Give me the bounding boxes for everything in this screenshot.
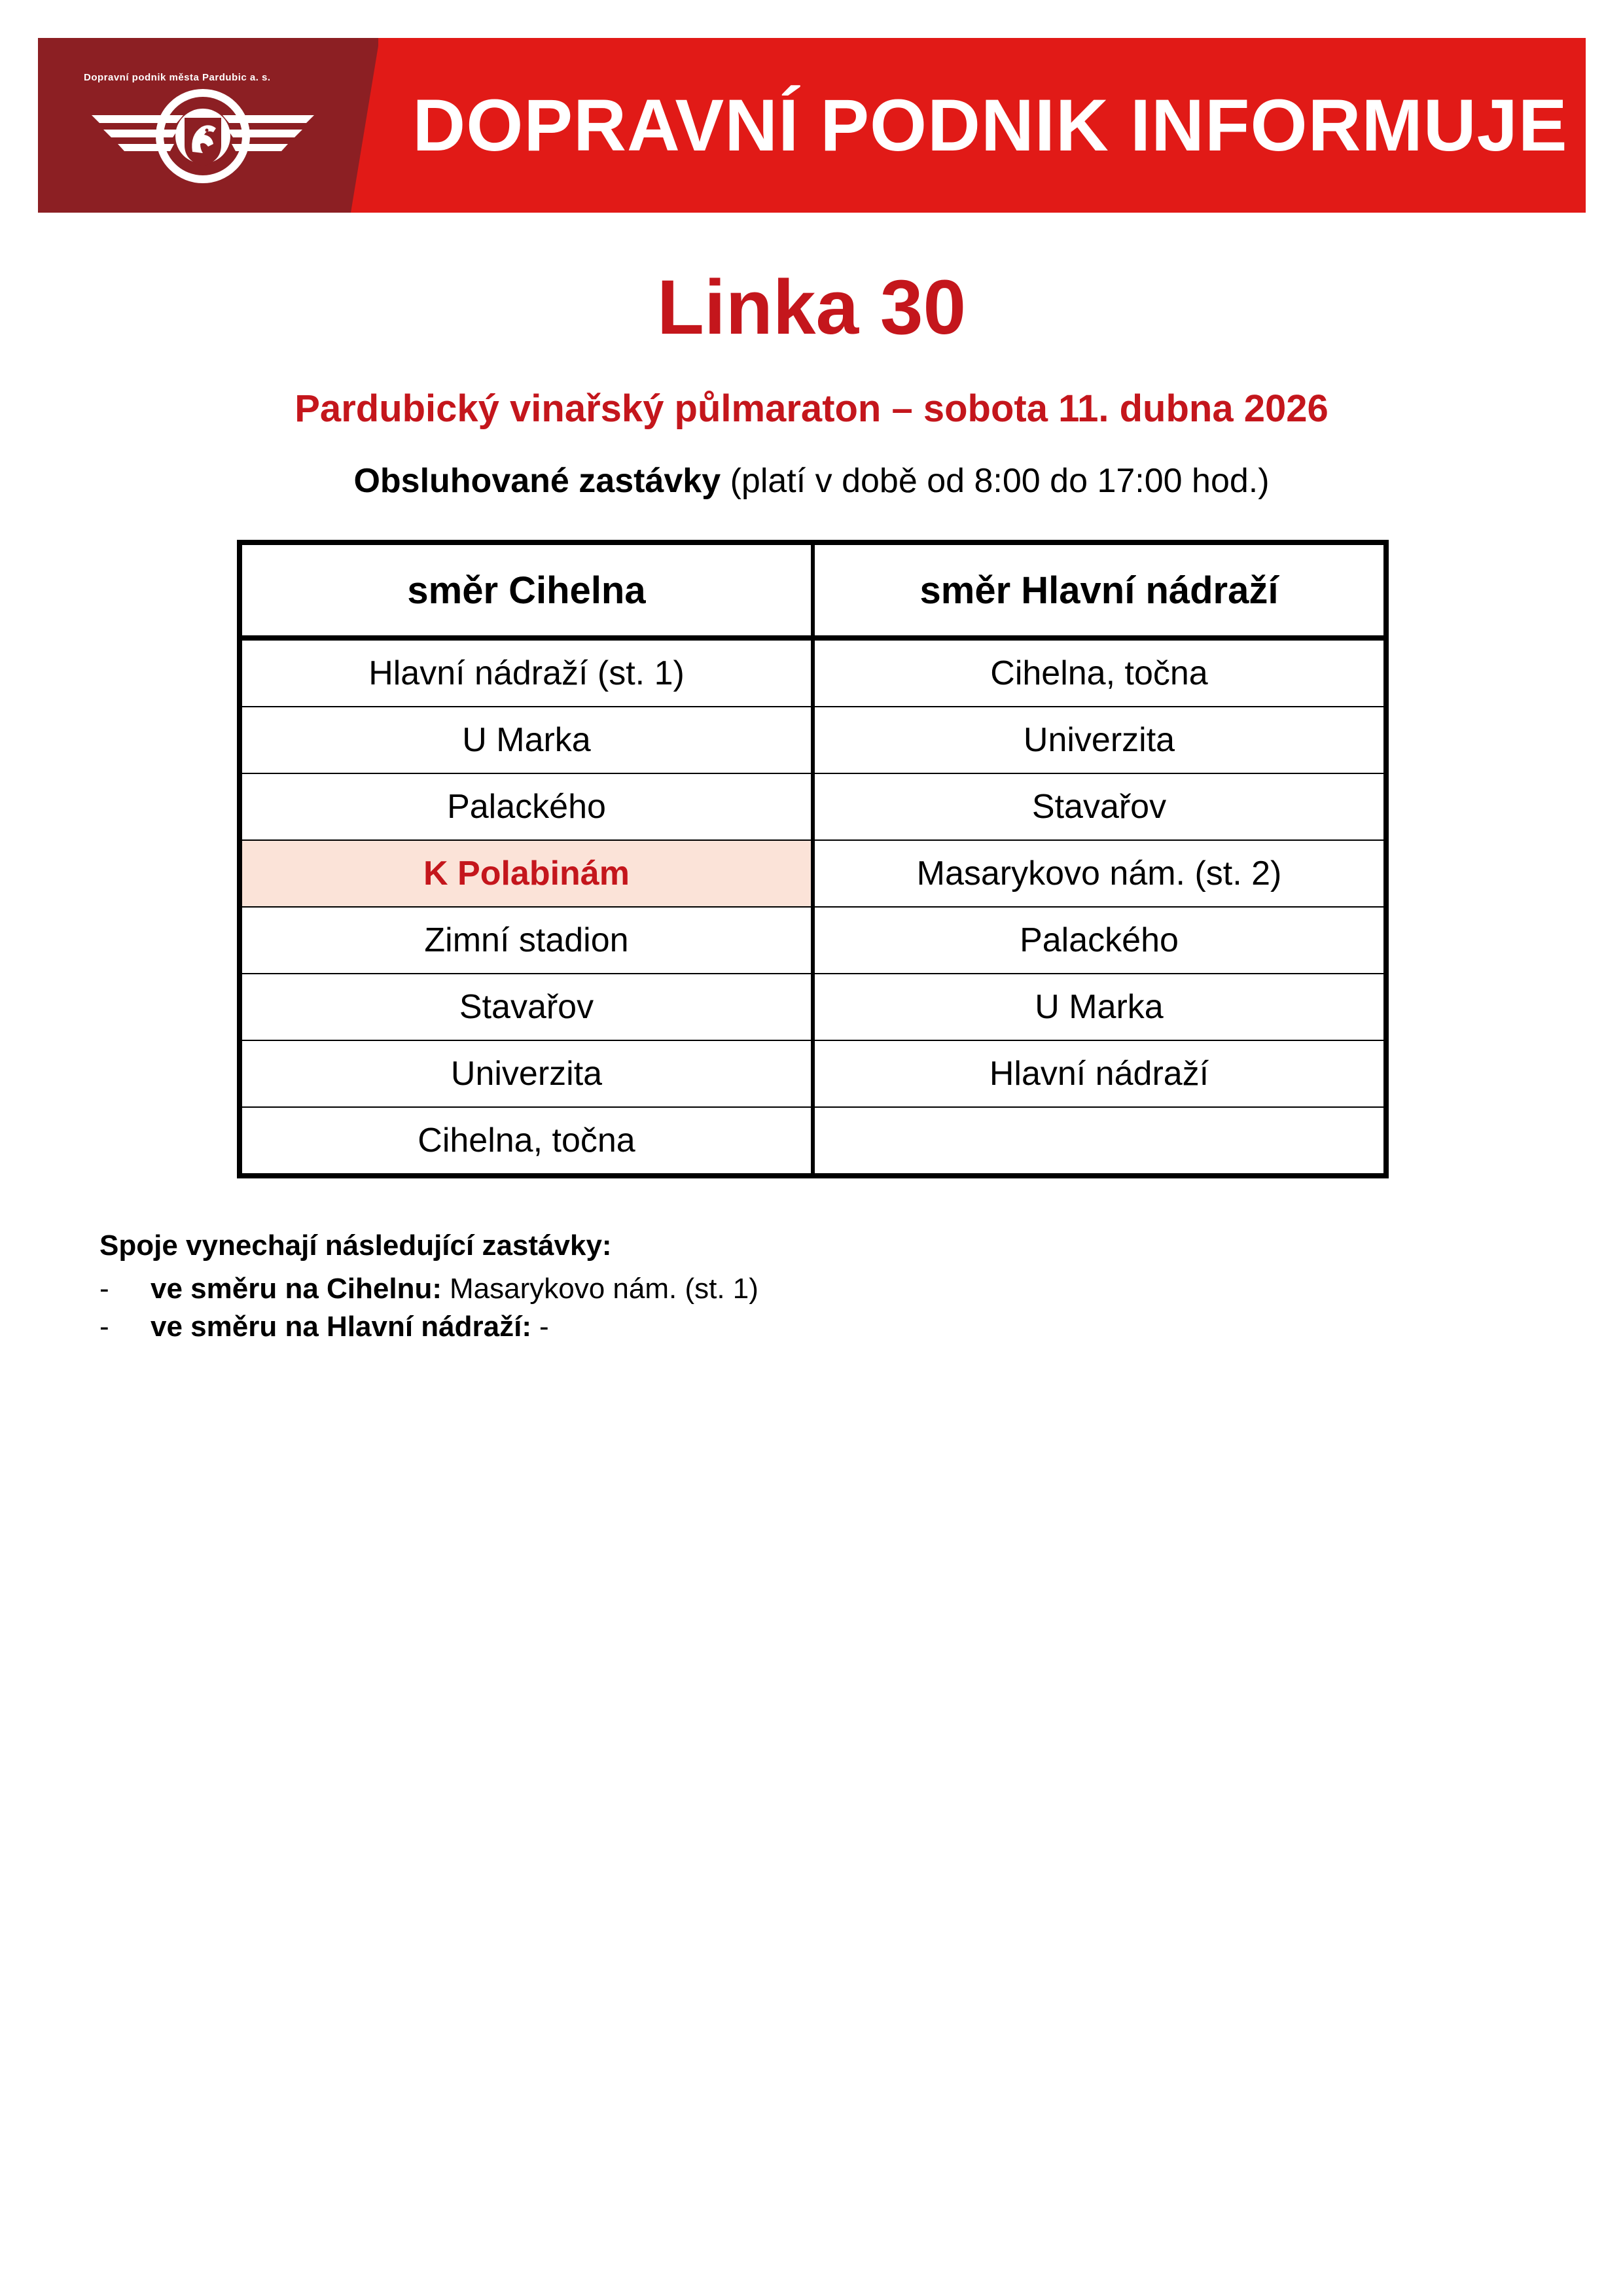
note-direction-label: ve směru na Cihelnu:: [151, 1273, 442, 1305]
table-row: [240, 707, 1386, 773]
header-banner: [38, 38, 1586, 213]
stop-cell: U Marka: [240, 707, 813, 773]
table-row: [240, 773, 1386, 840]
stop-cell: U Marka: [813, 974, 1386, 1040]
note-direction-label: ve směru na Hlavní nádraží:: [151, 1311, 531, 1343]
served-stops-line: [0, 456, 1623, 506]
stop-cell: Stavařov: [240, 974, 813, 1040]
table-header-row: [240, 542, 1386, 638]
note-dash: -: [99, 1311, 109, 1343]
column-header-hlavni-nadrazi: směr Hlavní nádraží: [813, 542, 1386, 638]
note-dash: -: [99, 1273, 109, 1305]
note-skipped-stop: Masarykovo nám. (st. 1): [450, 1273, 758, 1305]
table-row: [240, 638, 1386, 707]
stop-cell: [813, 1107, 1386, 1176]
note-skipped-stop: -: [539, 1311, 549, 1343]
banner-title: DOPRAVNÍ PODNIK INFORMUJE: [412, 84, 1568, 166]
table-row: [240, 907, 1386, 974]
stop-cell: Masarykovo nám. (st. 2): [813, 840, 1386, 907]
stop-cell: Cihelna, točna: [813, 638, 1386, 707]
stop-cell: Stavařov: [813, 773, 1386, 840]
page-title: Linka 30: [656, 264, 967, 351]
served-stops-validity: (platí v době od 8:00 do 17:00 hod.): [730, 462, 1270, 500]
table-row: [240, 1107, 1386, 1176]
table-row: [240, 974, 1386, 1040]
highlighted-stop-cell: K Polabinám: [240, 840, 813, 907]
skipped-stops-notes: [99, 1227, 758, 1346]
stops-table: [237, 540, 1389, 1178]
stop-cell: Cihelna, točna: [240, 1107, 813, 1176]
table-row: [240, 840, 1386, 907]
table-row: [240, 1040, 1386, 1107]
notes-heading: Spoje vynechají následující zastávky:: [99, 1229, 612, 1262]
note-item: [99, 1308, 758, 1346]
stop-cell: Univerzita: [813, 707, 1386, 773]
served-stops-label: Obsluhované zastávky: [353, 462, 721, 500]
stop-cell: Palackého: [813, 907, 1386, 974]
stop-cell: Palackého: [240, 773, 813, 840]
stop-cell: Hlavní nádraží (st. 1): [240, 638, 813, 707]
stop-cell: Hlavní nádraží: [813, 1040, 1386, 1107]
note-item: [99, 1270, 758, 1308]
stop-cell: Univerzita: [240, 1040, 813, 1107]
column-header-cihelna: směr Cihelna: [240, 542, 813, 638]
stop-cell: Zimní stadion: [240, 907, 813, 974]
company-name: Dopravní podnik města Pardubic a. s.: [84, 72, 271, 83]
event-subtitle: Pardubický vinařský půlmaraton – sobota 11. dubna 2026: [294, 387, 1329, 430]
dpmp-winged-wheel-logo-icon: [85, 89, 321, 187]
